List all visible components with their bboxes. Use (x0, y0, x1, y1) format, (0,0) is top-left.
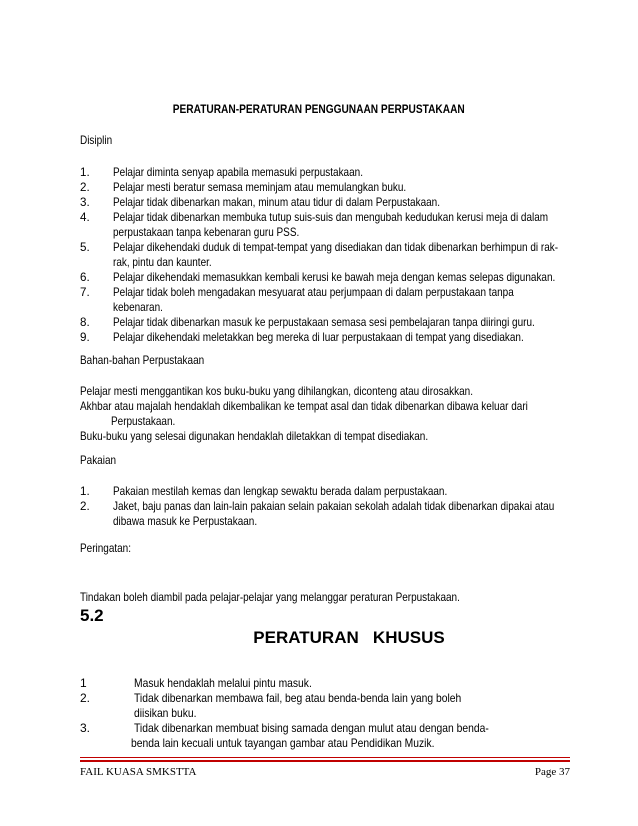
list-number: 6. (80, 271, 90, 284)
footer-title: FAIL KUASA SMKSTTA (80, 766, 197, 778)
list-item: Tidak dibenarkan membawa fail, beg atau benda-benda lain yang boleh (134, 691, 462, 705)
section-number: 5.2 (80, 606, 104, 625)
paragraph-continuation: Perpustakaan. (111, 415, 176, 428)
list-item-continuation: benda lain kecuali untuk tayangan gambar atau Pendidikan Muzik. (131, 736, 435, 750)
list-number: 2. (80, 691, 91, 705)
section-heading-bahan: Bahan-bahan Perpustakaan (80, 354, 205, 367)
tindakan-note: Tindakan boleh diambil pada pelajar-pelajar yang melanggar peraturan Perpustakaan. (80, 591, 460, 604)
section-heading-disiplin: Disiplin (80, 134, 113, 147)
list-number: 2. (80, 500, 90, 513)
footer-rule-thick (80, 760, 570, 762)
peringatan-label: Peringatan: (80, 542, 132, 555)
list-item: Pelajar tidak dibenarkan membuka tutup suis-suis dan mengubah kedudukan kerusi meja di dalam (113, 211, 549, 224)
paragraph: Akhbar atau majalah hendaklah dikembalikan ke tempat asal dan tidak dibenarkan dibawa keluar dari (80, 400, 528, 413)
list-item-continuation: rak, pintu dan kaunter. (113, 256, 212, 269)
list-item: Pelajar diminta senyap apabila memasuki perpustakaan. (113, 166, 363, 179)
list-item-continuation: perpustakaan tanpa kebenaran guru PSS. (113, 226, 300, 239)
list-item: Pelajar dikehendaki memasukkan kembali kerusi ke bawah meja dengan kemas selepas digunakan. (113, 271, 556, 284)
list-item: Pelajar tidak dibenarkan makan, minum atau tidur di dalam Perpustakaan. (113, 196, 441, 209)
page-number: Page 37 (534, 766, 570, 778)
list-number: 3. (80, 721, 91, 735)
paragraph: Buku-buku yang selesai digunakan hendaklah diletakkan di tempat disediakan. (80, 430, 429, 443)
list-item: Tidak dibenarkan membuat bising samada dengan mulut atau dengan benda- (134, 721, 489, 735)
list-item-continuation: kebenaran. (113, 301, 163, 314)
list-item-continuation: dibawa masuk ke Perpustakaan. (113, 515, 258, 528)
list-item: Pelajar tidak dibenarkan masuk ke perpustakaan semasa sesi pembelajaran tanpa diiringi guru. (113, 316, 535, 329)
list-item-continuation: diisikan buku. (134, 706, 197, 720)
list-item: Masuk hendaklah melalui pintu masuk. (134, 676, 312, 690)
list-item: Pelajar dikehendaki duduk di tempat-tempat yang disediakan dan tidak dibenarkan berhimpun di rak- (113, 241, 559, 254)
list-item: Pelajar tidak boleh mengadakan mesyuarat atau perjumpaan di dalam perpustakaan tanpa (113, 286, 514, 299)
list-number: 9. (80, 331, 90, 344)
list-number: 1. (80, 485, 90, 498)
list-number: 2. (80, 181, 90, 194)
list-number: 4. (80, 211, 90, 224)
list-number: 5. (80, 241, 90, 254)
list-item: Pelajar mesti beratur semasa meminjam atau memulangkan buku. (113, 181, 407, 194)
list-item: Jaket, baju panas dan lain-lain pakaian selain pakaian sekolah adalah tidak dibenarkan dipakai atau (113, 500, 555, 513)
page-title: PERATURAN-PERATURAN PENGGUNAAN PERPUSTAKAAN (173, 102, 465, 116)
list-number: 1 (80, 676, 87, 690)
footer-rule (80, 757, 570, 758)
list-number: 3. (80, 196, 90, 209)
list-item: Pakaian mestilah kemas dan lengkap sewaktu berada dalam perpustakaan. (113, 485, 448, 498)
section-title: PERATURAN KHUSUS (253, 628, 445, 647)
list-number: 1. (80, 166, 90, 179)
section-heading-pakaian: Pakaian (80, 454, 117, 467)
list-number: 7. (80, 286, 90, 299)
list-number: 8. (80, 316, 90, 329)
list-item: Pelajar dikehendaki meletakkan beg mereka di luar perpustakaan di tempat yang disediakan. (113, 331, 524, 344)
paragraph: Pelajar mesti menggantikan kos buku-buku yang dihilangkan, diconteng atau dirosakkan. (80, 385, 473, 398)
